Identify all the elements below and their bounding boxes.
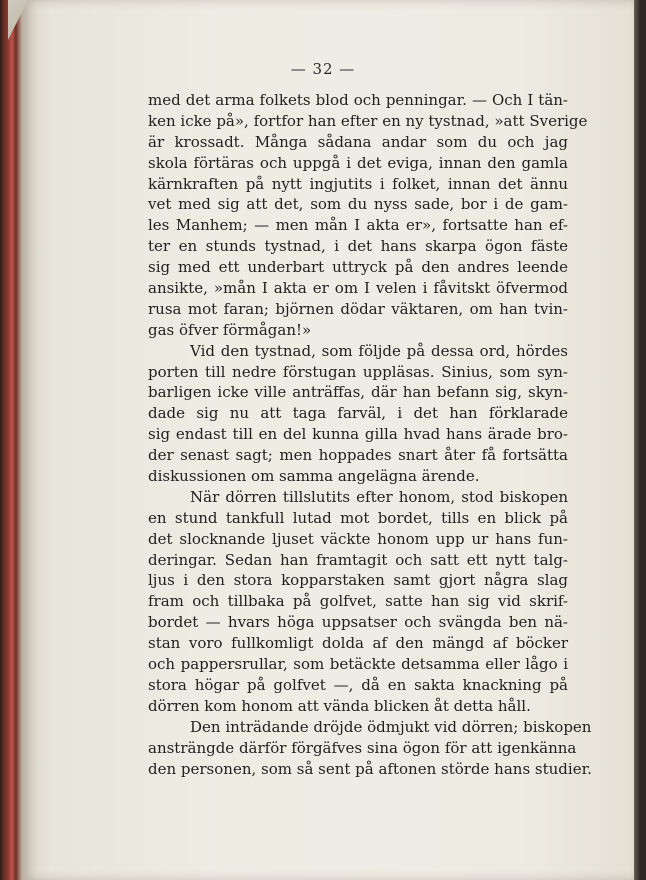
text-line: deringar. Sedan han framtagit och satt ett nytt talg- [148, 550, 568, 569]
text-line: den personen, som så sent på aftonen störde hans studier. [148, 759, 592, 778]
text-line: rusa mot faran; björnen dödar väktaren, om han tvin- [148, 299, 568, 318]
text-line: fram och tillbaka på golfvet, satte han sig vid skrif- [148, 592, 568, 611]
text-line: kärnkraften på nytt ingjutits i folket, innan det ännu [148, 174, 568, 193]
text-line: barligen icke ville anträffas, där han befann sig, skyn- [148, 383, 568, 402]
text-line: ansträngde därför förgäfves sina ögon för att igenkänna [148, 738, 577, 757]
text-line: Den inträdande dröjde ödmjukt vid dörren; biskopen [190, 717, 592, 736]
text-line: Vid den tystnad, som följde på dessa ord, hördes [190, 341, 568, 360]
text-line: der senast sagt; men hoppades snart åter få fortsätta [148, 446, 568, 465]
text-line: ansikte, »mån I akta er om I velen i fåvitskt öfvermod [148, 279, 568, 298]
page-number: — 32 — [290, 60, 356, 78]
text-line: en stund tankfull lutad mot bordet, tills en blick på [148, 508, 568, 527]
text-line: stan voro fullkomligt dolda af den mängd af böcker [148, 634, 568, 653]
text-line: stora högar på golfvet —, då en sakta knackning på [148, 675, 568, 694]
body-text [148, 90, 592, 779]
text-line: med det arma folkets blod och penningar. — Och I tän- [148, 91, 568, 109]
text-line: diskussionen om samma angelägna ärende. [148, 467, 480, 486]
text-line: sig med ett underbart uttryck på den andres leende [148, 258, 568, 277]
text-line: skola förtäras och uppgå i det eviga, innan den gamla [148, 153, 568, 172]
text-line: När dörren tillslutits efter honom, stod biskopen [190, 487, 568, 506]
text-line: sig endast till en del kunna gilla hvad hans ärade bro- [148, 425, 568, 444]
text-line: är krossadt. Många sådana andar som du och jag [148, 132, 568, 151]
text-line: ljus i den stora kopparstaken samt gjort några slag [148, 571, 568, 590]
text-line: porten till nedre förstugan uppläsas. Sinius, som syn- [148, 362, 568, 381]
text-line: och pappersrullar, som betäckte detsamma eller lågo i [148, 655, 568, 674]
text-line: gas öfver förmågan!» [148, 320, 312, 339]
text-line: les Manhem; — men mån I akta er», fortsatte han ef- [148, 216, 568, 235]
text-line: vet med sig att det, som du nyss sade, bor i de gam- [148, 195, 568, 214]
text-line: det slocknande ljuset väckte honom upp ur hans fun- [148, 529, 568, 548]
text-line: ken icke på», fortfor han efter en ny tystnad, »att Sverige [148, 111, 588, 130]
text-line: bordet — hvars höga uppsatser och svängda ben nä- [148, 613, 568, 632]
text-line: ter en stunds tystnad, i det hans skarpa ögon fäste [148, 237, 568, 256]
text-line: dörren kom honom att vända blicken åt detta håll. [148, 696, 531, 715]
text-line: dade sig nu att taga farväl, i det han förklarade [148, 404, 568, 423]
